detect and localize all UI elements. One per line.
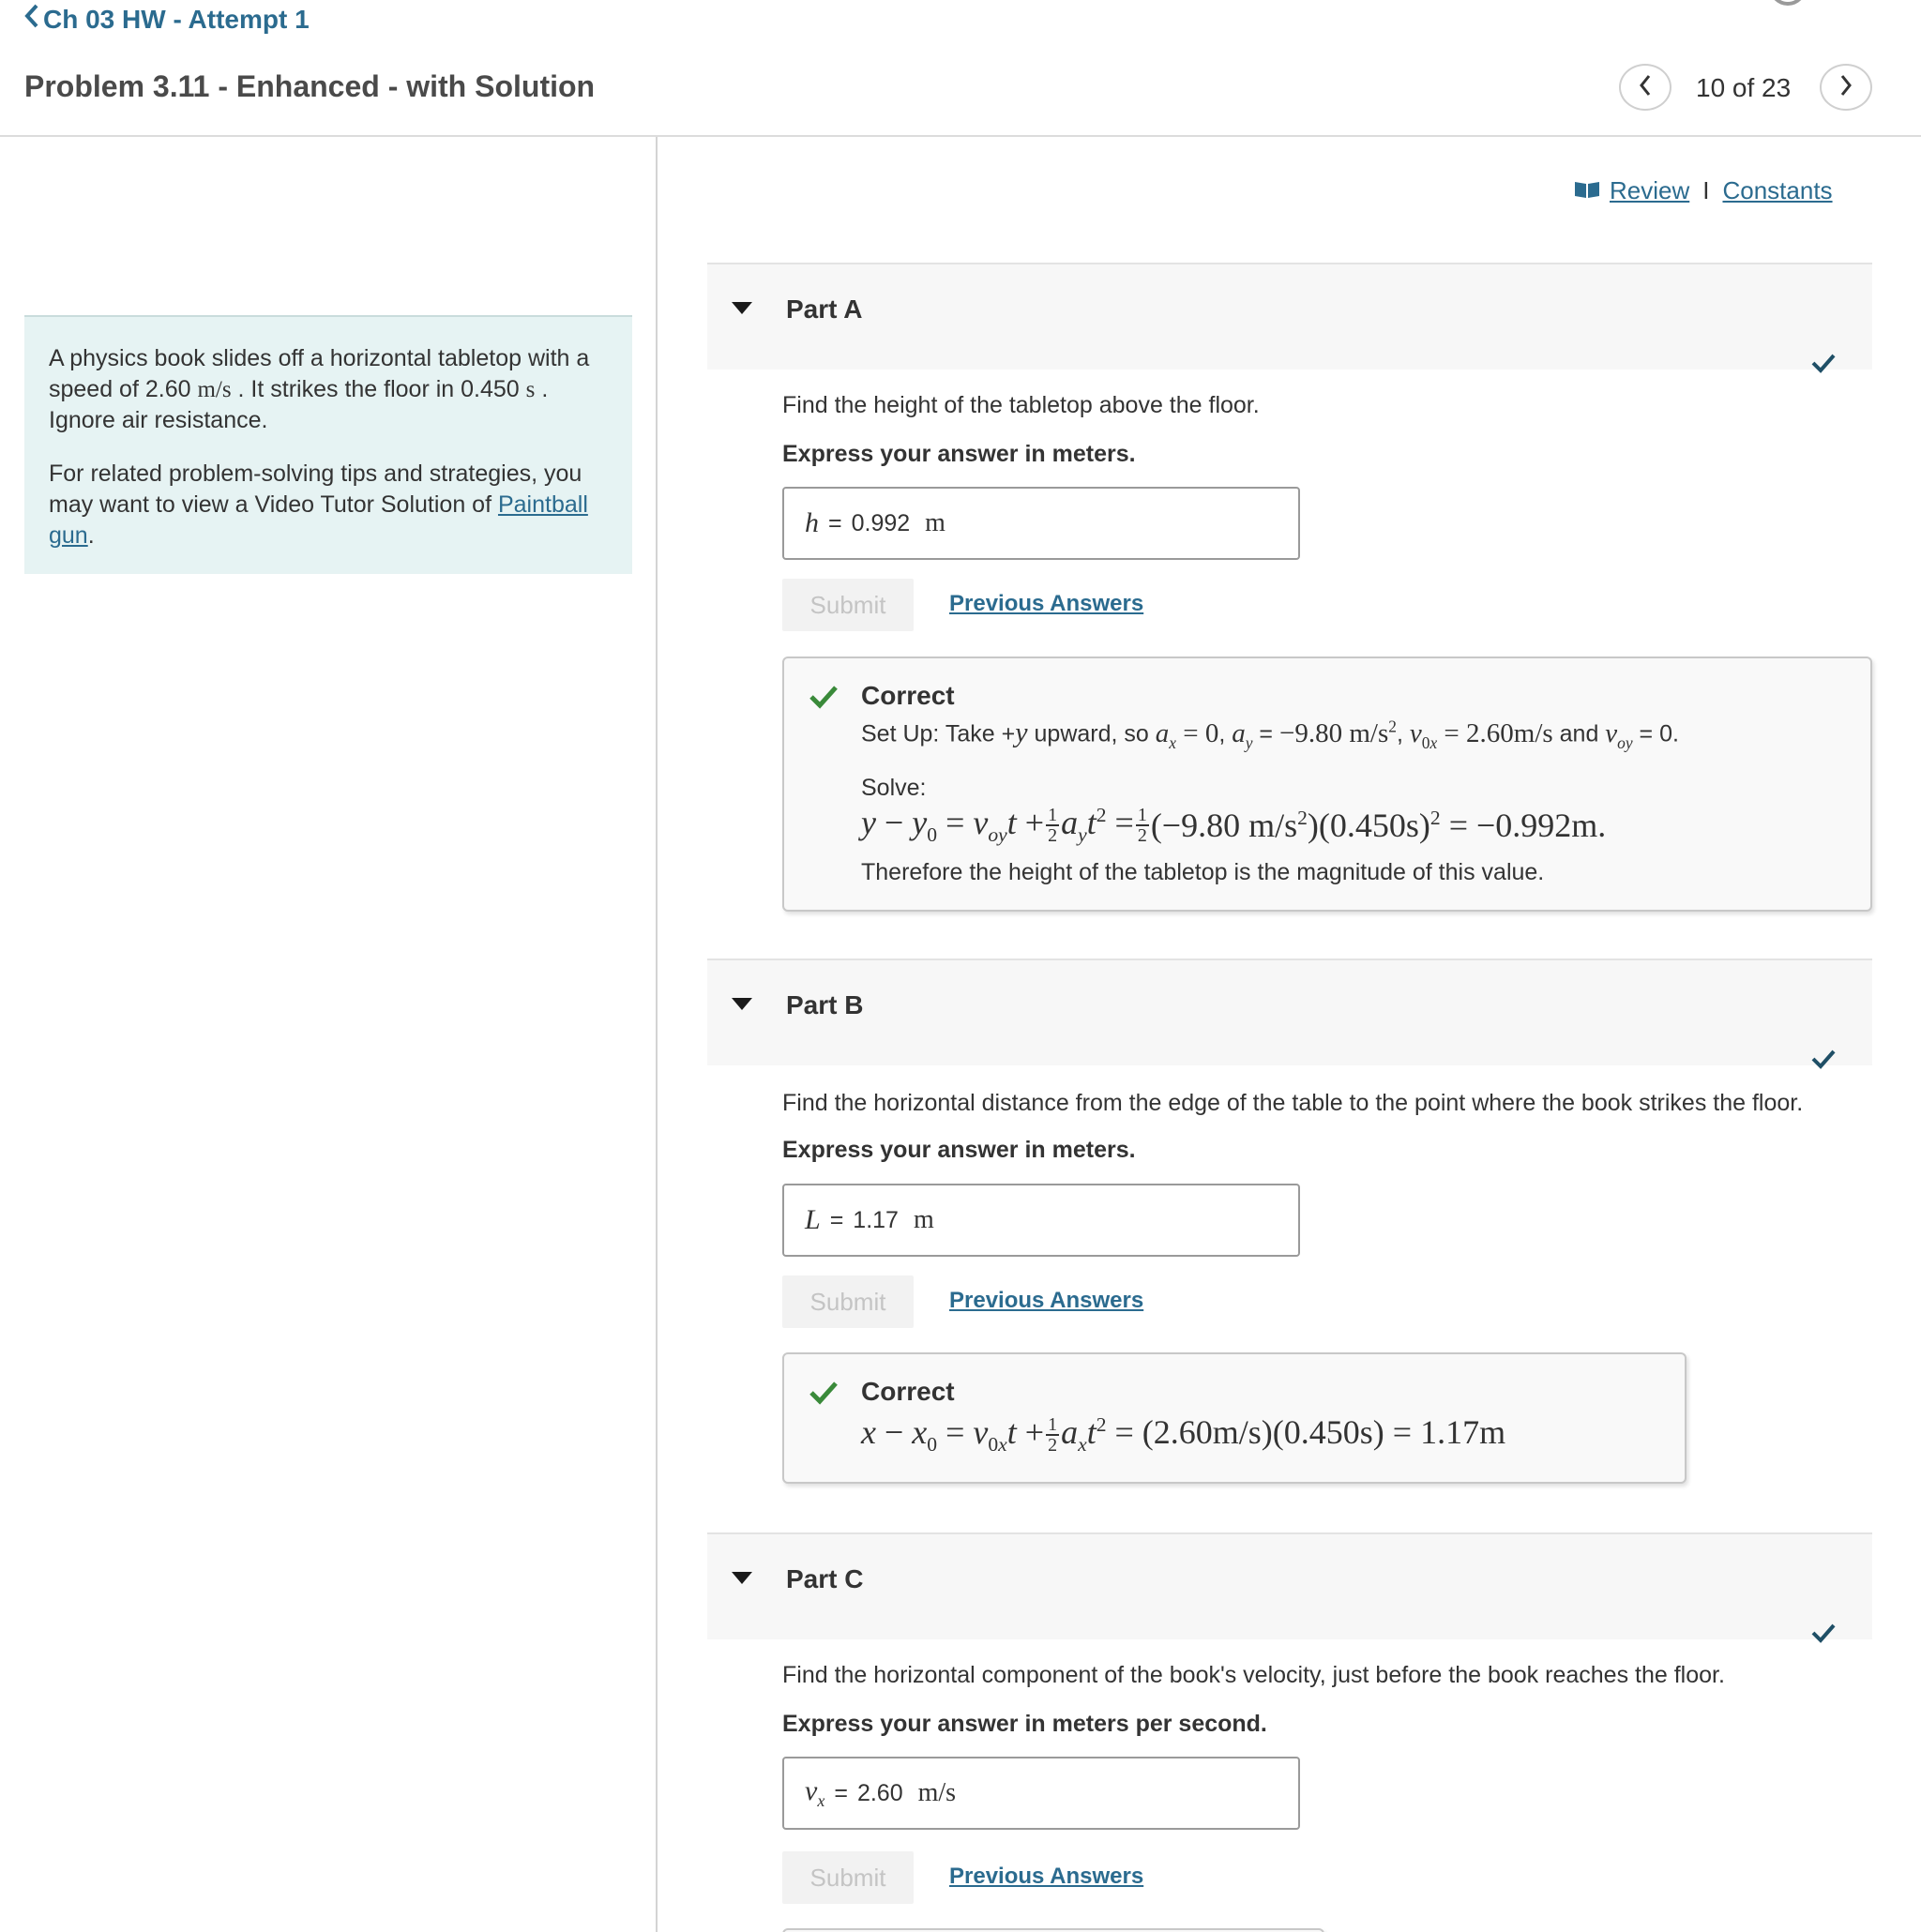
answer-unit: m <box>925 508 945 537</box>
problem-statement <box>24 315 632 574</box>
part-a-feedback <box>782 657 1872 912</box>
answer-variable: L <box>805 1204 821 1235</box>
back-link-label: Ch 03 HW - Attempt 1 <box>43 4 310 34</box>
part-a-question: Find the height of the tabletop above the floor. <box>782 392 1260 418</box>
related-tips-text: For related problem-solving tips and strategies, you may want to view a Video Tutor Solution of Paintball gun. <box>49 460 588 549</box>
equals-sign: = <box>828 509 842 536</box>
setup-text: Set Up: Take +y upward, so $a_x = 0$, $a_y = -9.80$ $m/s^2$, $v_{0x} = 2.60m/s$ and $v_{oy} = 0$. <box>861 717 1679 752</box>
checkmark-icon <box>1810 353 1837 373</box>
part-a-header[interactable] <box>707 263 1872 370</box>
part-a-submit-button[interactable]: Submit <box>782 579 914 631</box>
answer-unit: m/s <box>917 1778 957 1807</box>
part-c-answer-field[interactable] <box>782 1757 1300 1830</box>
answer-variable: h <box>805 507 819 538</box>
part-b-answer-field[interactable] <box>782 1184 1300 1257</box>
problem-counter: 10 of 23 <box>1696 73 1792 102</box>
answer-unit: m <box>913 1205 934 1234</box>
part-c-title: Part C <box>786 1564 864 1593</box>
part-c-previous-answers-link[interactable]: Previous Answers <box>949 1864 1144 1889</box>
conclusion-text: Therefore the height of the tabletop is the magnitude of this value. <box>861 859 1545 885</box>
book-icon <box>1574 176 1600 205</box>
checkmark-icon <box>809 1381 839 1405</box>
chevron-left-icon <box>24 4 39 35</box>
reference-links <box>1574 176 1833 205</box>
answer-variable: $v_x$ <box>805 1775 825 1810</box>
part-b-title: Part B <box>786 990 864 1019</box>
checkmark-icon <box>809 685 839 709</box>
next-problem-button[interactable] <box>1820 64 1872 111</box>
review-link[interactable]: Review <box>1610 176 1690 204</box>
part-b-feedback <box>782 1352 1687 1484</box>
solve-equation: $y - y_0 = v_{oy}t$ + $\frac{1}{2}$ $a_yt^2$ = $\frac{1}{2}$ (−9.80 $m/s^2)(0.450s)^2 = -0.992m$. <box>861 804 1607 847</box>
solution-equation: $x - x_0 = v_{0x}t$ + $\frac{1}{2}$ $a_xt^2 = (2.60m/s)(0.450s) = 1.17m$ <box>861 1413 1506 1457</box>
answer-value: 2.60 <box>856 1779 903 1806</box>
part-b-instruction: Express your answer in meters. <box>782 1137 1136 1163</box>
equals-sign: = <box>834 1779 848 1806</box>
part-b-header[interactable] <box>707 958 1872 1065</box>
answer-value: 0.992 <box>851 509 911 536</box>
part-a-instruction: Express your answer in meters. <box>782 441 1136 467</box>
checkmark-icon <box>1810 1623 1837 1643</box>
part-c-question: Find the horizontal component of the book's velocity, just before the book reaches the floor. <box>782 1662 1725 1688</box>
part-a-answer-field[interactable] <box>782 487 1300 560</box>
part-c-instruction: Express your answer in meters per second. <box>782 1711 1267 1737</box>
equals-sign: = <box>829 1206 844 1233</box>
part-a-previous-answers-link[interactable]: Previous Answers <box>949 591 1144 616</box>
chevron-left-icon <box>1638 73 1653 102</box>
part-c-header[interactable] <box>707 1532 1872 1639</box>
problem-text: A physics book slides off a horizontal tabletop with a speed of 2.60 m/s . It strikes the floor in 0.450 s . Ignore air resistance. <box>49 345 590 433</box>
caret-down-icon <box>732 998 752 1010</box>
account-icon[interactable] <box>1769 0 1807 6</box>
part-a-title: Part A <box>786 294 863 324</box>
header-divider <box>0 135 1921 137</box>
constants-link[interactable]: Constants <box>1722 176 1833 204</box>
caret-down-icon <box>732 1572 752 1584</box>
part-c-submit-button[interactable]: Submit <box>782 1851 914 1904</box>
caret-down-icon <box>732 302 752 314</box>
column-divider <box>656 137 658 1932</box>
chevron-right-icon <box>1838 73 1853 102</box>
part-b-previous-answers-link[interactable]: Previous Answers <box>949 1288 1144 1313</box>
part-b-submit-button[interactable]: Submit <box>782 1275 914 1328</box>
part-b-question: Find the horizontal distance from the edge of the table to the point where the book strikes the floor. <box>782 1090 1804 1116</box>
checkmark-icon <box>1810 1049 1837 1069</box>
link-separator: I <box>1702 176 1710 204</box>
back-link[interactable] <box>24 4 310 35</box>
page-title: Problem 3.11 - Enhanced - with Solution <box>24 69 596 103</box>
feedback-title: Correct <box>861 681 955 710</box>
part-c-feedback <box>782 1928 1324 1932</box>
solve-label: Solve: <box>861 775 927 801</box>
video-tutor-link[interactable]: Paintball gun <box>49 491 588 549</box>
answer-value: 1.17 <box>853 1206 899 1233</box>
previous-problem-button[interactable] <box>1619 64 1671 111</box>
feedback-title: Correct <box>861 1377 955 1406</box>
